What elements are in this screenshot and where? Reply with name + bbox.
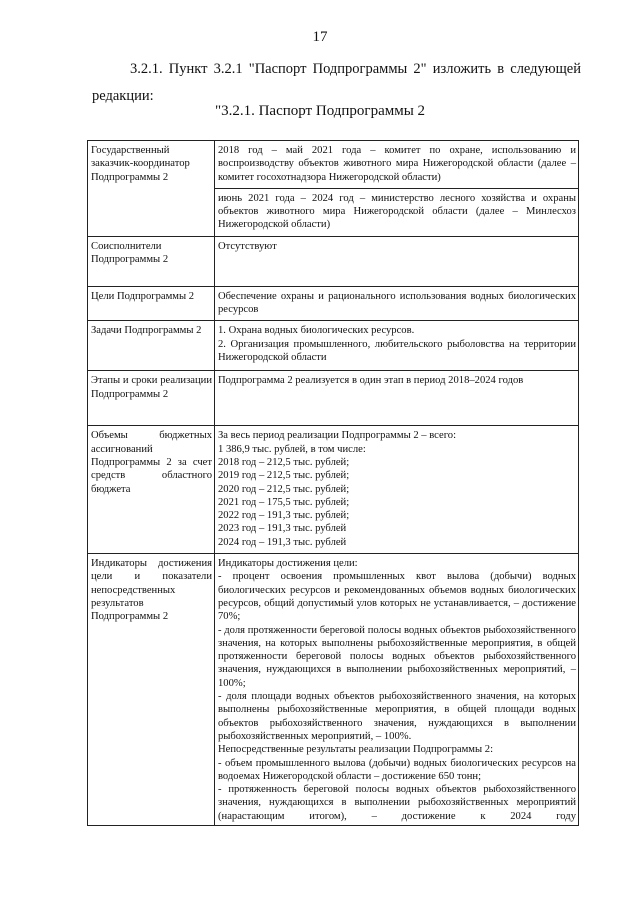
table-row-tasks (88, 321, 579, 371)
row-value: Обеспечение охраны и рационального использования водных биологических ресурсов (215, 286, 579, 321)
table-row-coexecutors (88, 236, 579, 286)
list-item: 2019 год – 212,5 тыс. рублей; (218, 470, 350, 482)
list-item: 2024 год – 191,3 тыс. рублей (218, 536, 347, 548)
list-item: - доля площади водных объектов рыбохозяйственного значения, на которых выполнены рыбохозяйственные мероприятия, в общей площади водных объектов рыбохозяйственного значения, нуждающихся в выполнении рыбохозяйственных мероприятий, – 100%. (218, 691, 576, 742)
table-row-budget (88, 426, 579, 554)
table-row-goals (88, 286, 579, 321)
passport-table (87, 140, 579, 826)
row-label: Задачи Подпрограммы 2 (88, 321, 215, 371)
list-item: 2022 год – 191,3 тыс. рублей; (218, 510, 350, 522)
row-label: Объемы бюджетных ассигнований Подпрограммы 2 за счет средств областного бюджета (88, 426, 215, 554)
list-item: 1 386,9 тыс. рублей, в том числе: (218, 443, 366, 455)
row-value (215, 426, 579, 554)
list-item: За весь период реализации Подпрограммы 2 – всего: (218, 430, 457, 442)
list-item: 2. Организация промышленного, любительского рыболовства на территории Нижегородской области (218, 338, 576, 363)
list-item: 1. Охрана водных биологических ресурсов. (218, 325, 415, 337)
row-label: Индикаторы достижения цели и показатели непосредственных результатов Подпрограммы 2 (88, 554, 215, 826)
list-item: 2023 год – 191,3 тыс. рублей (218, 523, 347, 535)
list-item: 2018 год – 212,5 тыс. рублей; (218, 456, 350, 468)
table-row-customer (88, 141, 579, 189)
list-item: Непосредственные результаты реализации Подпрограммы 2: (218, 744, 494, 756)
list-item: - протяженность береговой полосы водных объектов рыбохозяйственного значения, нуждающихся в выполнении рыбохозяйственных мероприятий (нарастающим итогом), – достижение к 2024 году (218, 784, 576, 822)
list-item: 2021 год – 175,5 тыс. рублей; (218, 496, 350, 508)
list-item: Индикаторы достижения цели: (218, 558, 358, 570)
list-item: - доля протяженности береговой полосы водных объектов рыбохозяйственного значения, на которых выполнены рыбохозяйственные мероприятия, в общей протяженности береговой полосы водных объектов рыбохозяйственного значения, нуждающихся в выполнении рыбохозяйственных мероприятий, – 100%; (218, 624, 576, 689)
list-item: 2020 год – 212,5 тыс. рублей; (218, 483, 350, 495)
intro-paragraph: 3.2.1. Пункт 3.2.1 "Паспорт Подпрограммы 2" изложить в следующей редакции: (92, 61, 581, 104)
page-number: 17 (312, 29, 328, 45)
row-value: 2018 год – май 2021 года – комитет по охране, использованию и воспроизводству объектов животного мира Нижегородской области (далее – комитет госохотнадзора Нижегородской области) (215, 141, 579, 189)
row-label: Соисполнители Подпрограммы 2 (88, 236, 215, 286)
row-value: Отсутствуют (215, 236, 579, 286)
list-item: - процент освоения промышленных квот вылова (добычи) водных биологических ресурсов и рекомендованных объемов водных биологических ресурсов, общий допустимый улов которых не устанавливается, – достижение 70%; (218, 571, 576, 623)
row-value: июнь 2021 года – 2024 год – министерство лесного хозяйства и охраны объектов животного мира Нижегородской области (далее – Минлесхоз Нижегородской области) (215, 188, 579, 236)
row-label: Этапы и сроки реализации Подпрограммы 2 (88, 371, 215, 426)
section-heading: "3.2.1. Паспорт Подпрограммы 2 (214, 103, 426, 119)
row-label: Государственный заказчик-координатор Подпрограммы 2 (88, 141, 215, 237)
row-value (215, 554, 579, 826)
row-value: Подпрограмма 2 реализуется в один этап в период 2018–2024 годов (215, 371, 579, 426)
row-value (215, 321, 579, 371)
row-label: Цели Подпрограммы 2 (88, 286, 215, 321)
table-row-stages (88, 371, 579, 426)
list-item: - объем промышленного вылова (добычи) водных биологических ресурсов на водоемах Нижегородской области – достижение 650 тонн; (218, 757, 576, 782)
table-row-indicators (88, 554, 579, 826)
